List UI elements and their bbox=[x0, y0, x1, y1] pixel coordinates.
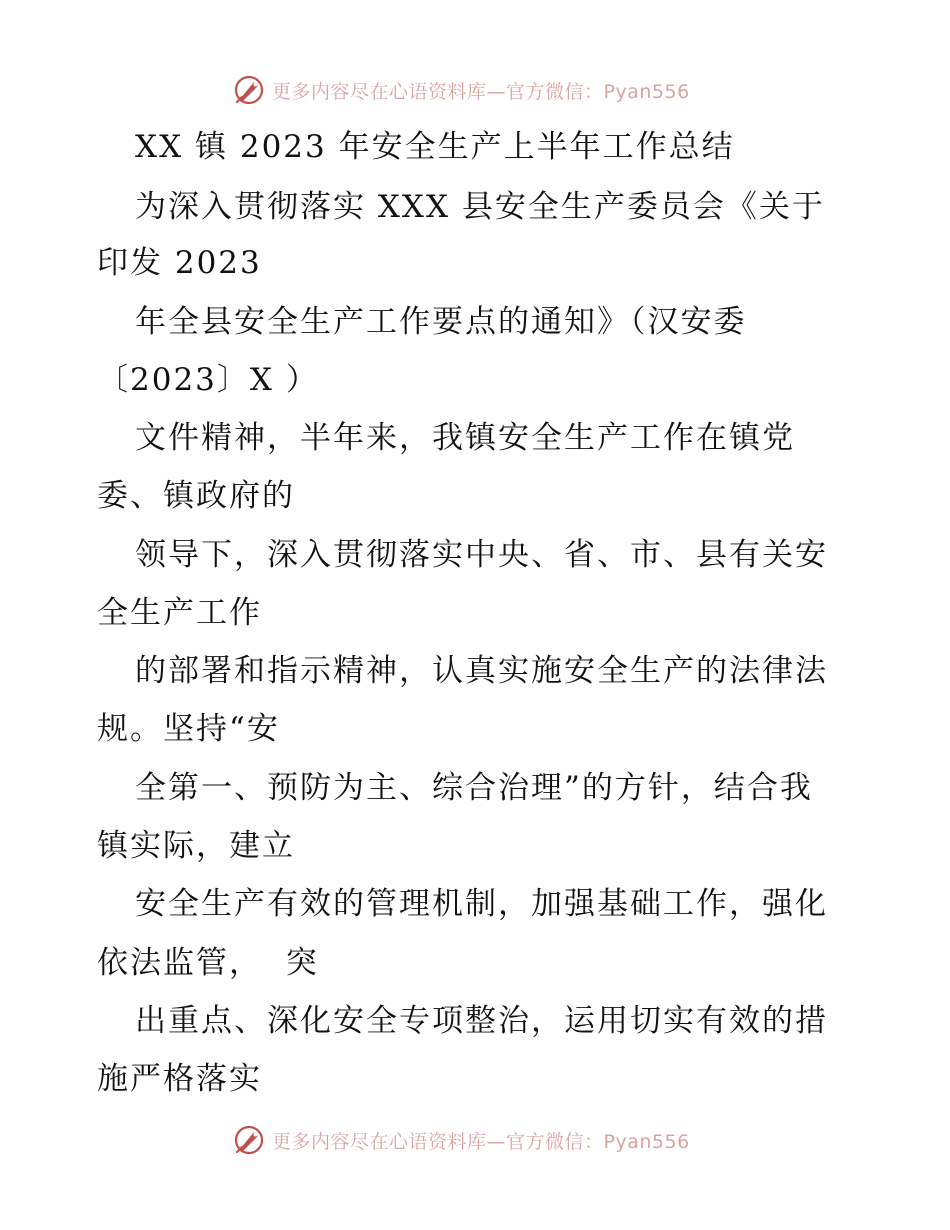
paragraph-line: 的部署和指示精神，认真实施安全生产的法律法 bbox=[135, 653, 828, 689]
footer-banner bbox=[232, 1120, 690, 1160]
paragraph-line: 领导下，深入贯彻落实中央、省、市、县有关安 bbox=[135, 537, 828, 573]
paragraph-line: 文件精神，半年来，我镇安全生产工作在镇党 bbox=[135, 420, 795, 456]
paragraph-line: 镇实际，建立 bbox=[97, 828, 295, 864]
paragraph-line: 全第一、预防为主、综合治理”的方针，结合我 bbox=[135, 770, 813, 806]
paragraph-line: 安全生产有效的管理机制，加强基础工作，强化 bbox=[135, 886, 828, 922]
paragraph-line: 依法监管， 突 bbox=[97, 945, 319, 981]
paragraph-line: 施严格落实 bbox=[97, 1061, 262, 1097]
paragraph-line: 规。坚持“安 bbox=[97, 711, 280, 747]
paragraph-line: 〔2023〕X ） bbox=[97, 362, 319, 398]
paragraph-line: 出重点、深化安全专项整治，运用切实有效的措 bbox=[135, 1003, 828, 1039]
paragraph-line: 全生产工作 bbox=[97, 595, 262, 631]
paragraph-line: 委、镇政府的 bbox=[97, 478, 295, 514]
document-title: XX 镇 2023 年安全生产上半年工作总结 bbox=[135, 129, 735, 165]
header-banner-text: 更多内容尽在心语资料库—官方微信：Pyan556 bbox=[272, 80, 690, 103]
paragraph-line: 印发 2023 bbox=[97, 245, 262, 281]
paragraph-line: 年全县安全生产工作要点的通知》（汉安委 bbox=[135, 304, 747, 340]
pen-nib-logo-icon bbox=[232, 1123, 266, 1157]
footer-banner-text: 更多内容尽在心语资料库—官方微信：Pyan556 bbox=[272, 1130, 690, 1153]
paragraph-line: 为深入贯彻落实 XXX 县安全生产委员会《关于 bbox=[135, 189, 825, 225]
